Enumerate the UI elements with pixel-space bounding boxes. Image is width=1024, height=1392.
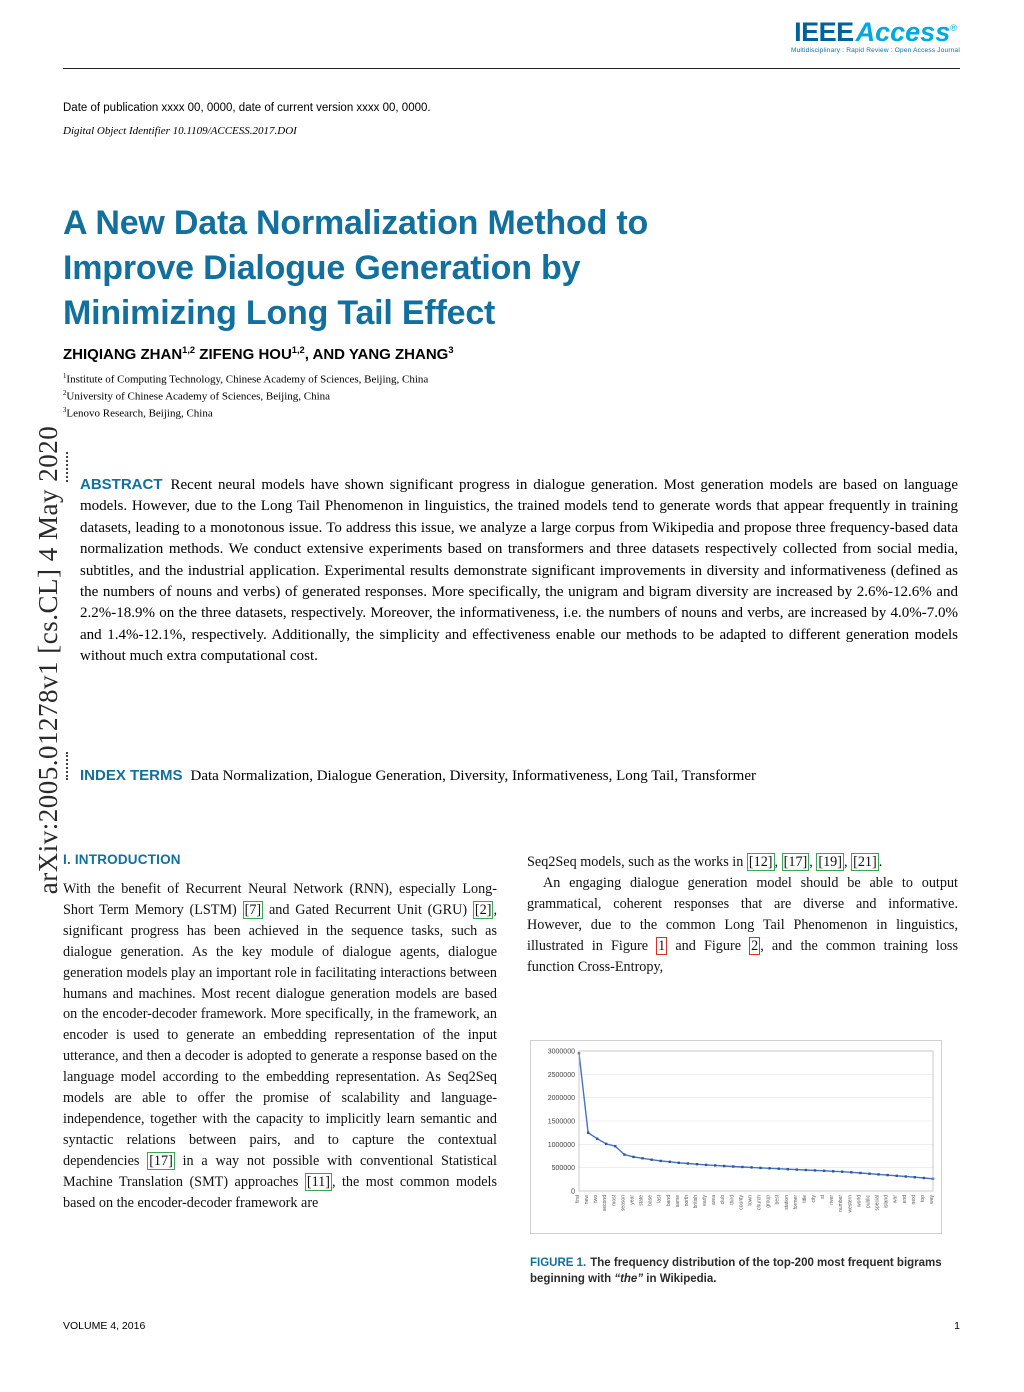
affiliation-marker: 2: [63, 390, 67, 398]
svg-text:second: second: [602, 1195, 609, 1212]
text-segment: , significant progress has been achieved in the sequence tasks, such as dialogue generation. As the key module of dialogue agents, dialogue generation models play an important role in facilitating interactions between humans and machines. Most recent dialogue generation models are based on the encoder-decoder framework. More specifically, in the framework, an encoder is used to generate an embedding representation of the input utterance, and then a decoder is adopted to generate a response based on the language model according to the embedding representation. As Seq2Seq models are able to offer the promise of scalability and language-independence, together with the capacity to implicitly learn semantic and syntactic relations between pairs, and to capture the contextual dependencies: [63, 901, 497, 1169]
figure-ref-link[interactable]: 1: [658, 937, 666, 954]
citation-link[interactable]: [12]: [748, 854, 773, 870]
citation-link[interactable]: [17]: [783, 854, 808, 870]
text-segment: , and the common training loss function Cross-Entropy,: [527, 937, 958, 975]
affiliation-text: Institute of Computing Technology, Chinese Academy of Sciences, Beijing, China: [66, 373, 429, 386]
registered-mark: ®: [950, 23, 957, 33]
svg-text:area: area: [711, 1195, 718, 1206]
svg-text:third: third: [729, 1195, 736, 1205]
publication-date: Date of publication xxxx 00, 0000, date of current version xxxx 00, 0000.: [63, 102, 431, 114]
citation-link[interactable]: [17]: [149, 1152, 173, 1169]
index-terms-dotted-rule: [66, 752, 68, 780]
svg-text:new: new: [584, 1195, 591, 1205]
author-affiliation-marker: 1,2: [182, 345, 196, 355]
svg-text:1000000: 1000000: [547, 1141, 575, 1149]
figure1-caption: [530, 1256, 948, 1287]
footer-page-number: 1: [954, 1320, 960, 1332]
svg-text:2000000: 2000000: [547, 1095, 575, 1103]
affiliation-marker: 3: [63, 407, 67, 415]
affiliation-line: [63, 387, 428, 404]
abstract-text: Recent neural models have shown significant progress in dialogue generation. Most generation models are based on language models. However, due to the Long Tail Phenomenon in linguistics, the trained models tend to generate words that appear frequently in training datasets, leading to a monotonous issue. To address this issue, we analyze a large corpus from Wikipedia and propose three frequency-based data normalization methods. We conduct extensive experiments based on transformers and three datasets respectively collected from social media, subtitles, and the industrial application. Experimental results demonstrate significant improvements in diversity and informativeness (defined as the numbers of nouns and verbs) of generated responses. More specifically, the unigram and bigram diversity are increased by 2.6%-12.6% and 2.2%-18.9% on the three datasets, respectively. Moreover, the informativeness, i.e. the numbers of nouns and verbs, are increased by 4.0%-7.0% and 1.4%-12.1%, respectively. Additionally, the simplicity and effectiveness enable our methods to be adapted to different generation models without much extra computational cost.: [80, 477, 958, 665]
text-segment: “the”: [614, 1272, 644, 1285]
engaging-paragraph: [527, 873, 958, 978]
svg-text:most: most: [611, 1195, 618, 1206]
svg-text:city: city: [811, 1195, 817, 1203]
citation-link[interactable]: [11]: [306, 1173, 330, 1190]
svg-text:year: year: [629, 1195, 636, 1205]
svg-text:two: two: [593, 1195, 600, 1203]
svg-text:0: 0: [571, 1188, 575, 1196]
svg-text:season: season: [620, 1195, 627, 1212]
text-segment: .: [878, 854, 883, 870]
svg-text:end: end: [901, 1195, 908, 1204]
abstract-dotted-rule: [66, 452, 68, 482]
text-segment: and Figure: [667, 937, 750, 954]
arxiv-watermark: arXiv:2005.01278v1 [cs.CL] 4 May 2020: [33, 425, 63, 895]
svg-text:1500000: 1500000: [547, 1118, 575, 1126]
citation-link[interactable]: [21]: [853, 854, 877, 870]
footer-volume: VOLUME 4, 2016: [63, 1320, 146, 1332]
authors-line: [63, 345, 454, 363]
text-segment: in Wikipedia.: [643, 1272, 717, 1285]
figure1: [530, 1040, 948, 1287]
svg-text:first: first: [575, 1195, 581, 1204]
svg-text:island: island: [883, 1195, 890, 1209]
intro-paragraph: [63, 879, 497, 1214]
affiliation-line: [63, 404, 428, 421]
text-segment: An engaging dialogue generation model should be able to output grammatical, coherent responses that are diverse and informative. However, due to the common Long Tail Phenomenon in linguistics, illustrated in Figure: [527, 874, 958, 954]
right-column: [527, 852, 958, 977]
svg-text:former: former: [792, 1195, 799, 1210]
logo-wordmark: [791, 14, 960, 46]
section-heading-introduction: I. INTRODUCTION: [63, 852, 181, 867]
text-segment: ,: [774, 854, 782, 870]
svg-text:world: world: [856, 1195, 863, 1207]
svg-text:band: band: [665, 1195, 672, 1207]
text-segment: and Gated Recurrent Unit (GRU): [263, 901, 473, 918]
text-segment: ,: [809, 854, 817, 870]
svg-text:county: county: [738, 1195, 745, 1210]
figure1-chart: [531, 1041, 941, 1233]
svg-text:3000000: 3000000: [547, 1048, 575, 1056]
svg-text:way: way: [929, 1195, 935, 1204]
citation-link[interactable]: [7]: [244, 901, 262, 918]
citation-link[interactable]: [19]: [818, 854, 842, 870]
svg-text:top: top: [919, 1195, 926, 1202]
text-segment: ,: [844, 854, 852, 870]
svg-text:number: number: [838, 1195, 845, 1212]
svg-text:same: same: [674, 1195, 681, 1208]
svg-text:2500000: 2500000: [547, 1071, 575, 1079]
affiliation-text: University of Chinese Academy of Sciences, Beijing, China: [66, 390, 331, 403]
svg-text:title: title: [801, 1195, 808, 1203]
text-segment: , the most common models based on the encoder-decoder framework are: [63, 1173, 497, 1211]
title-line-3: Minimizing Long Tail Effect: [63, 293, 496, 332]
index-terms-text: Data Normalization, Dialogue Generation, Diversity, Informativeness, Long Tail, Transformer: [190, 768, 756, 784]
affiliations: [63, 370, 428, 421]
svg-text:st: st: [820, 1195, 827, 1199]
affiliation-line: [63, 370, 428, 387]
figure1-chart-frame: [530, 1040, 942, 1234]
figure-ref-link[interactable]: 2: [751, 937, 759, 954]
left-column: [63, 852, 497, 1214]
logo-tagline: Multidisciplinary : Rapid Review : Open Access Journal: [790, 47, 960, 54]
seq2seq-paragraph: [527, 852, 958, 873]
svg-text:church: church: [756, 1195, 763, 1211]
svg-text:town: town: [747, 1195, 754, 1206]
citation-link[interactable]: [2]: [474, 901, 492, 918]
svg-text:group: group: [765, 1195, 772, 1208]
figure1-caption-label: FIGURE 1.: [530, 1257, 587, 1269]
text-segment: in a way not possible with conventional Statistical Machine Translation (SMT) approaches: [63, 1152, 497, 1190]
text-segment: ZHIQIANG ZHAN: [63, 346, 183, 363]
title-line-1: A New Data Normalization Method to: [63, 203, 649, 242]
affiliation-text: Lenovo Research, Beijing, China: [66, 407, 213, 420]
header-rule: [63, 68, 960, 69]
text-segment: With the benefit of Recurrent Neural Network (RNN), especially Long-Short Term Memory (LSTM): [63, 881, 497, 918]
page-footer: [63, 1320, 960, 1332]
logo-ieee-text: IEEE: [794, 17, 854, 47]
abstract-block: [80, 474, 958, 668]
svg-text:club: club: [720, 1195, 727, 1205]
author-affiliation-marker: 1,2: [291, 345, 305, 355]
text-segment: , AND YANG ZHANG: [304, 346, 449, 363]
svg-text:north: north: [683, 1195, 690, 1207]
text-segment: The frequency distribution of the top-200 most frequent bigrams beginning with: [530, 1257, 942, 1285]
svg-text:station: station: [783, 1195, 790, 1210]
paper-title: [63, 201, 648, 336]
svg-text:next: next: [910, 1195, 917, 1205]
text-segment: ZIFENG HOU: [195, 346, 292, 363]
svg-text:river: river: [829, 1195, 836, 1205]
doi-line: Digital Object Identifier 10.1109/ACCESS.2017.DOI: [63, 125, 297, 137]
abstract-label: ABSTRACT: [80, 476, 163, 493]
svg-text:war: war: [892, 1195, 899, 1204]
svg-text:500000: 500000: [551, 1165, 575, 1173]
svg-text:western: western: [847, 1195, 854, 1213]
author-affiliation-marker: 3: [448, 345, 454, 355]
text-segment: Seq2Seq models, such as the works in: [527, 854, 747, 870]
logo-access-text: Access: [855, 17, 951, 47]
svg-text:public: public: [865, 1195, 872, 1209]
svg-text:special: special: [874, 1195, 881, 1211]
title-line-2: Improve Dialogue Generation by: [63, 248, 581, 287]
svg-text:british: british: [693, 1195, 699, 1209]
svg-text:best: best: [774, 1195, 781, 1205]
index-terms-block: [80, 765, 958, 787]
svg-text:last: last: [656, 1195, 663, 1203]
svg-text:base: base: [647, 1195, 654, 1206]
affiliation-marker: 1: [63, 373, 67, 380]
svg-text:state: state: [638, 1195, 645, 1206]
svg-text:early: early: [702, 1195, 709, 1206]
ieee-access-logo: [791, 14, 960, 54]
index-terms-label: INDEX TERMS: [80, 767, 183, 784]
figure1-caption-text: [530, 1257, 942, 1285]
